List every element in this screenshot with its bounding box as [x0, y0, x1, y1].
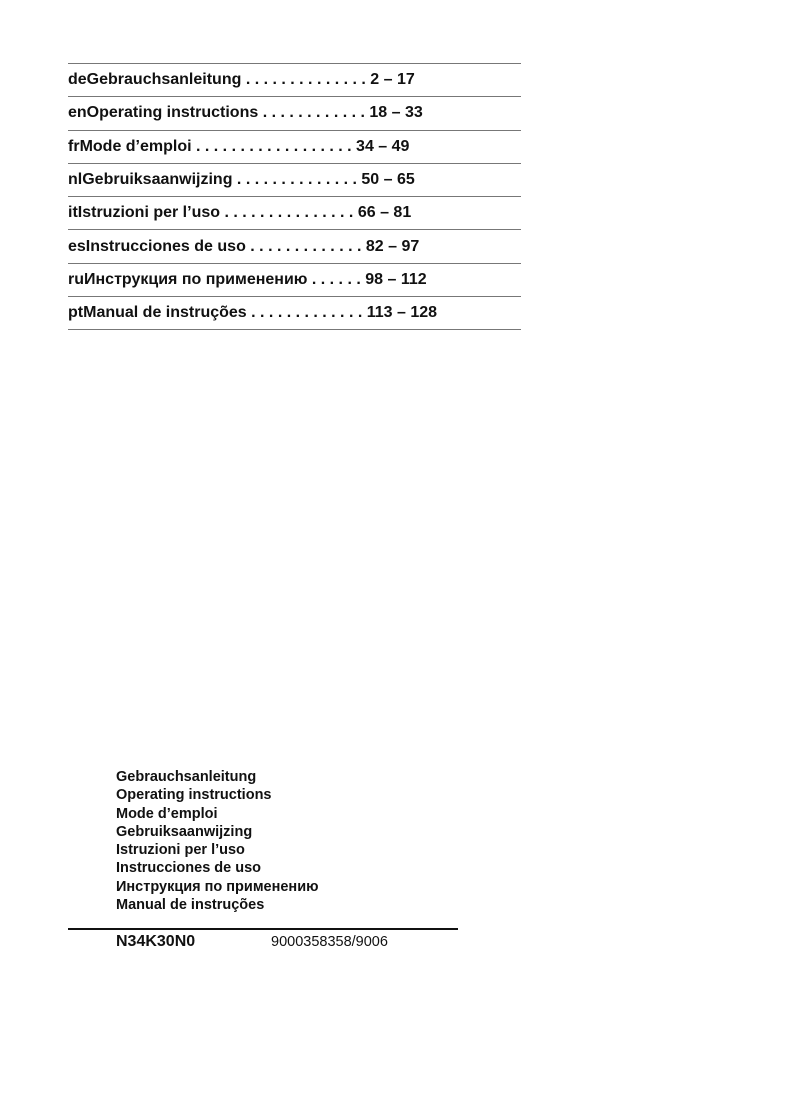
- manual-title: Operating instructions: [116, 787, 272, 804]
- manual-title: Gebruiksaanwijzing: [116, 823, 253, 840]
- toc-title: Инструкция по применению: [84, 270, 308, 288]
- toc-leader: . . . . . . . . . . . . . .: [241, 71, 371, 89]
- toc-title: Gebruiksaanwijzing: [82, 171, 233, 189]
- toc-pages: 18 – 33: [369, 104, 423, 122]
- manual-title: Istruzioni per l’uso: [116, 842, 245, 859]
- toc-entry-pt: [68, 297, 521, 330]
- toc-lang: nl: [68, 171, 83, 189]
- toc-pages: 50 – 65: [361, 171, 415, 189]
- toc-pages: 82 – 97: [365, 237, 420, 255]
- model-number: N34K30N0: [116, 933, 196, 950]
- toc-lang: pt: [68, 304, 84, 322]
- manual-title: Mode d’emploi: [116, 805, 218, 822]
- toc-leader: . . . . . . . . . . . . . .: [232, 171, 362, 189]
- toc-entry-en: [68, 97, 521, 130]
- toc-lang: ru: [68, 270, 84, 288]
- toc-title: Istruzioni per l’uso: [77, 204, 221, 222]
- table-of-contents: [68, 63, 521, 330]
- toc-entry-de: [68, 64, 521, 97]
- toc-leader: . . . . . . . . . . . . .: [246, 304, 367, 322]
- manual-title: Gebrauchsanleitung: [116, 769, 257, 785]
- manual-title: Manual de instruções: [116, 897, 265, 914]
- toc-leader: . . . . . . . . . . . . . . .: [220, 204, 358, 222]
- toc-title: Gebrauchsanleitung: [86, 71, 242, 89]
- toc-title: Mode d’emploi: [79, 137, 192, 155]
- toc-entry-it: [68, 197, 521, 230]
- toc-entry-nl: [68, 164, 521, 197]
- toc-lang: it: [68, 204, 78, 222]
- document-number: 9000358358/9006: [271, 934, 388, 950]
- toc-entry-es: [68, 230, 521, 263]
- toc-pages: 66 – 81: [357, 204, 412, 222]
- toc-lang: fr: [68, 137, 80, 155]
- toc-leader: . . . . . . . . . . . . .: [245, 237, 366, 255]
- toc-pages: 113 – 128: [366, 304, 438, 322]
- toc-leader: . . . . . .: [307, 270, 366, 288]
- toc-pages: 2 – 17: [370, 71, 415, 89]
- toc-title: Instrucciones de uso: [85, 237, 246, 255]
- toc-title: Operating instructions: [86, 104, 259, 122]
- manual-title: Instrucciones de uso: [116, 860, 262, 877]
- manual-title: Инструкция по применению: [116, 878, 319, 895]
- toc-pages: 98 – 112: [365, 270, 427, 288]
- toc-leader: . . . . . . . . . . . .: [258, 104, 370, 122]
- toc-pages: 34 – 49: [356, 137, 410, 155]
- toc-leader: . . . . . . . . . . . . . . . . . .: [191, 137, 357, 155]
- toc-entry-ru: [68, 264, 521, 297]
- manual-titles: [116, 768, 319, 914]
- toc-lang: de: [68, 71, 87, 89]
- toc-title: Manual de instruções: [83, 304, 247, 322]
- toc-lang: es: [68, 237, 86, 255]
- toc-entry-fr: [68, 131, 521, 164]
- toc-lang: en: [68, 104, 87, 122]
- divider: [68, 928, 458, 930]
